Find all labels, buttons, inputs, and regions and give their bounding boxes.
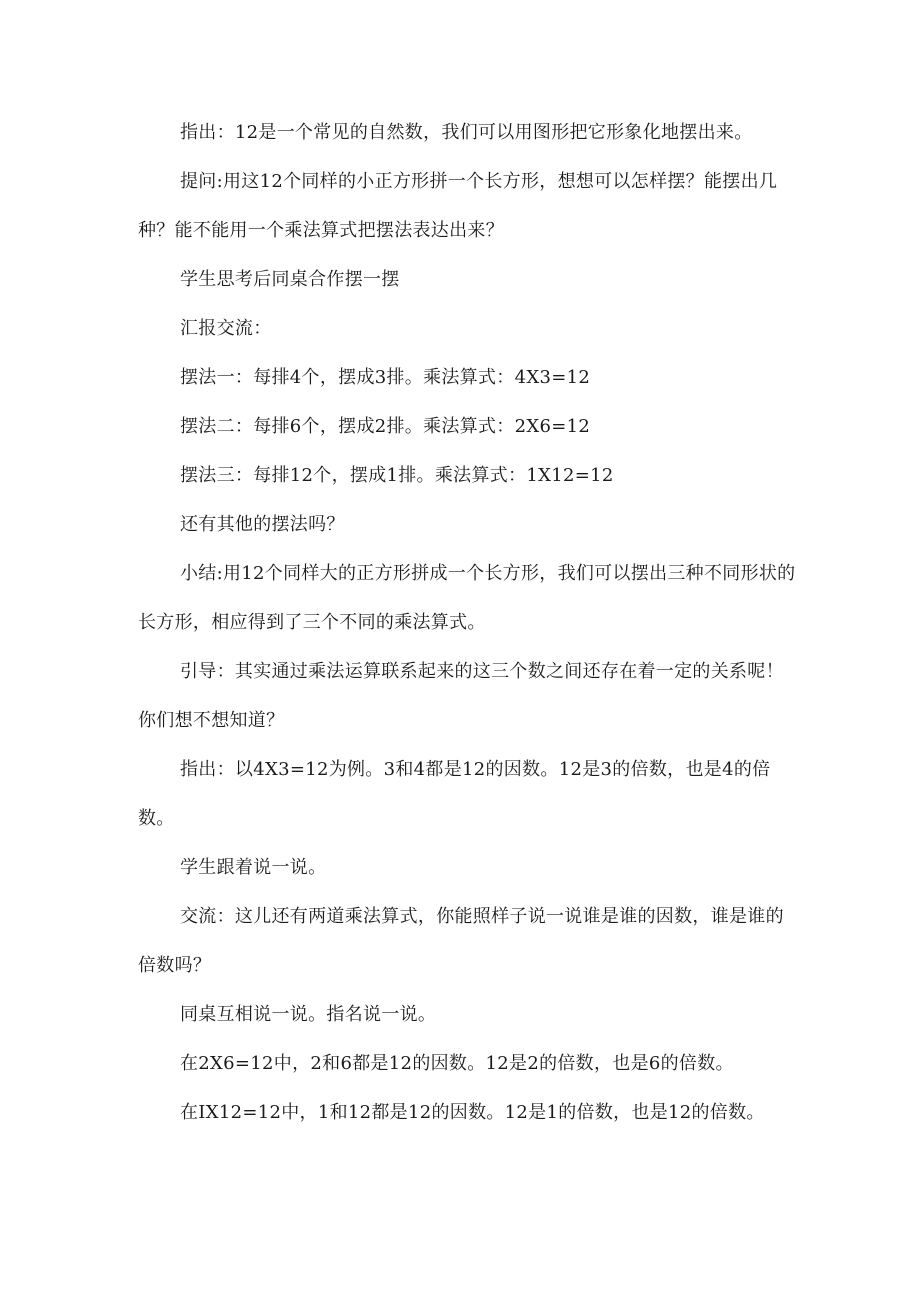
paragraph-6: 摆法二：每排6个，摆成2排。乘法算式：2X6=12 [180,416,591,437]
paragraph-1: 指出：12是一个常见的自然数，我们可以用图形把它形象化地摆出来。 [180,122,753,143]
paragraph-16: 在IX12=12中，1和12都是12的因数。12是1的倍数，也是12的倍数。 [180,1102,765,1123]
paragraph-15: 在2X6=12中，2和6都是12的因数。12是2的倍数，也是6的倍数。 [180,1053,734,1074]
paragraph-11: 指出：以4X3=12为例。3和4都是12的因数。12是3的倍数，也是4的倍数。 [138,759,771,829]
paragraph-12: 学生跟着说一说。 [180,857,327,878]
paragraph-10: 引导：其实通过乘法运算联系起来的这三个数之间还存在着一定的关系呢！你们想不想知道？ [138,661,784,731]
paragraph-4: 汇报交流： [180,318,272,339]
paragraph-8: 还有其他的摆法吗？ [180,514,345,535]
paragraph-9: 小结:用12个同样大的正方形拼成一个长方形，我们可以摆出三种不同形状的长方形，相应得到了三个不同的乘法算式。 [138,563,796,633]
paragraph-13: 交流：这儿还有两道乘法算式，你能照样子说一说谁是谁的因数，谁是谁的倍数吗？ [138,906,784,976]
paragraph-7: 摆法三：每排12个，摆成1排。乘法算式：1X12=12 [180,465,614,486]
paragraph-14: 同桌互相说一说。指名说一说。 [180,1004,437,1025]
paragraph-2: 提问:用这12个同样的小正方形拼一个长方形，想想可以怎样摆？能摆出几种？能不能用一个乘法算式把摆法表达出来？ [138,171,778,241]
paragraph-5: 摆法一：每排4个，摆成3排。乘法算式：4X3=12 [180,367,591,388]
paragraph-3: 学生思考后同桌合作摆一摆 [180,269,400,290]
